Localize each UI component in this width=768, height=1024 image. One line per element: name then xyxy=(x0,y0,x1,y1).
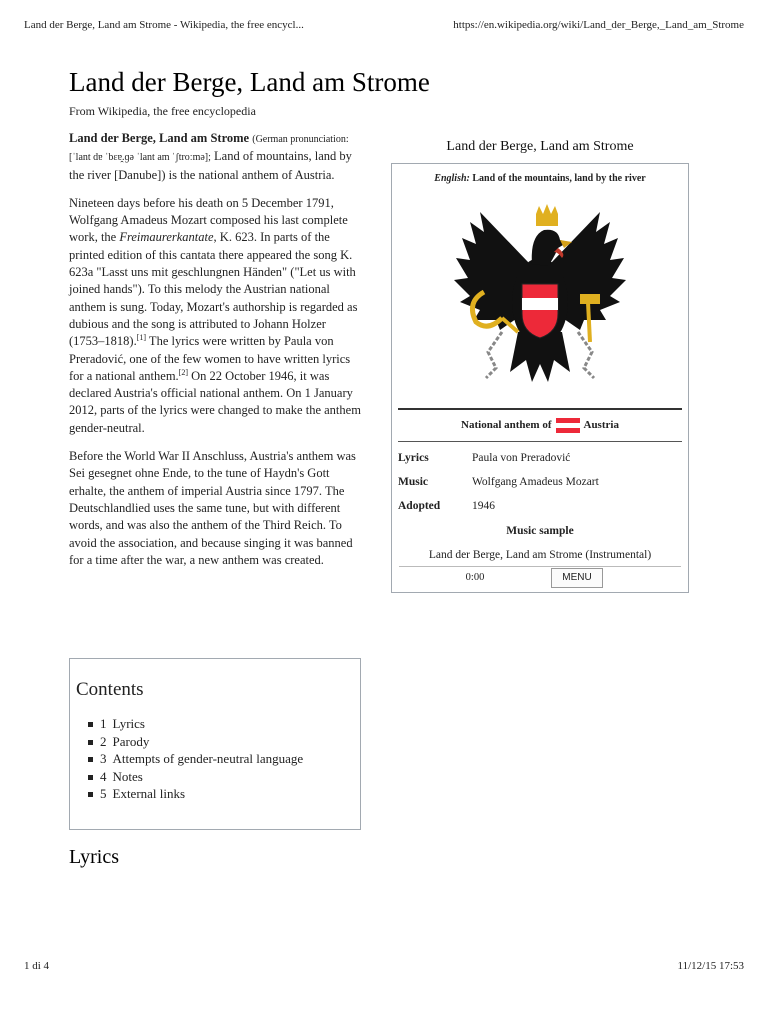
infobox-row-key: Music xyxy=(398,476,429,489)
print-datetime: 11/12/15 17:53 xyxy=(677,960,744,972)
history-text-c: The lyrics were written by Paula von Preradović, one of the few women to have written lyrics for a national anthem. xyxy=(69,334,351,383)
english-text: Land of the mountains, land by the river xyxy=(469,173,646,185)
anthem-label: National anthem of xyxy=(461,418,552,431)
page-subtitle: From Wikipedia, the free encyclopedia xyxy=(69,104,256,118)
page-tab-title: Land der Berge, Land am Strome - Wikipedia, the free encycl... xyxy=(24,19,304,31)
reference-1-link[interactable]: [1] xyxy=(136,333,147,343)
toc-title: Contents xyxy=(76,679,144,700)
toc-list xyxy=(76,715,354,803)
audio-time: 0:00 xyxy=(465,572,485,584)
infobox-english-translation xyxy=(398,170,682,187)
toc-item-label[interactable]: Attempts of gender-neutral language xyxy=(112,751,304,766)
anschluss-paragraph: Before the World War II Anschluss, Austria's anthem was Sei gesegnet ohne Ende, to the tune of Haydn's Gott erhalte, the anthem of imperial Austria since 1797. The Deutschlandlied uses the same tune, but with different words, and was also the anthem of the Third Reich. To avoid the association, and because singing it was banned for a time after the war, a new anthem was created. xyxy=(69,449,356,567)
infobox-caption: Land der Berge, Land am Strome xyxy=(446,139,634,154)
toc-item-label[interactable]: External links xyxy=(112,786,186,801)
infobox-row-key: Adopted xyxy=(398,500,441,513)
toc-item[interactable] xyxy=(100,785,354,803)
article-body xyxy=(69,130,689,599)
infobox xyxy=(391,138,689,593)
history-text-d: On 22 October 1946, it was declared Austria's official national anthem. On 1 January 2012, parts of the lyrics were changed to make the anthem gender-neutral. xyxy=(69,368,361,435)
infobox-row xyxy=(398,498,682,515)
toc-item-label[interactable]: Parody xyxy=(112,733,150,749)
audio-title[interactable]: Land der Berge, Land am Strome (Instrumental) xyxy=(428,549,652,562)
table-of-contents xyxy=(69,658,361,830)
section-heading-lyrics: Lyrics xyxy=(69,846,119,868)
toc-item-number: 3 xyxy=(100,751,107,766)
infobox-row xyxy=(398,450,682,467)
infobox-row xyxy=(398,474,682,491)
reference-2-link[interactable]: [2] xyxy=(178,367,189,377)
eagle-coat-of-arms-icon xyxy=(440,192,640,402)
page-number: 1 di 4 xyxy=(24,960,50,972)
toc-item[interactable] xyxy=(100,750,354,768)
history-text-a: Nineteen days before his death on 5 December 1791, Wolfgang Amadeus Mozart composed his last complete work, the xyxy=(69,195,348,245)
toc-item[interactable] xyxy=(100,733,354,751)
toc-item-number: 5 xyxy=(100,786,107,801)
toc-item[interactable] xyxy=(100,768,354,786)
infobox-row-value[interactable]: Wolfgang Amadeus Mozart xyxy=(472,476,599,489)
coat-of-arms-image[interactable] xyxy=(398,192,682,402)
anthem-country-link[interactable]: Austria xyxy=(583,418,619,431)
cantata-link[interactable]: Freimaurerkantate xyxy=(119,230,214,245)
infobox-frame xyxy=(391,163,689,593)
toc-item-label[interactable]: Notes xyxy=(112,768,143,784)
infobox-divider-thin xyxy=(398,441,682,442)
flag-stripe-bottom xyxy=(556,428,580,433)
intro-bold-title: Land der Berge, Land am Strome xyxy=(69,131,250,145)
infobox-row-value[interactable]: Paula von Preradović xyxy=(472,451,571,464)
toc-item[interactable] xyxy=(100,715,354,733)
infobox-row-value: 1946 xyxy=(472,500,495,513)
history-text-b: , K. 623. In parts of the printed edition of this cantata there appeared the song K. 623a "Lasst uns mit geschlungnen Händen" ("Let us with joined hands"). To this melody the Austrian national anthem is sung. Today, Mozart's authorship is regarded as dubious and the song is attributed to Johann Holzer (1753–1818). xyxy=(69,230,358,349)
intro-pronunciation[interactable]: (German pronunciation: [ˈlant dɐ ˈbɛɐ̯.ɡə ˈlant am ˈʃtroːmə]; xyxy=(69,134,349,164)
page-title: Land der Berge, Land am Strome xyxy=(69,67,430,97)
page-url[interactable]: https://en.wikipedia.org/wiki/Land_der_Berge,_Land_am_Strome xyxy=(453,19,744,31)
toc-item-number: 2 xyxy=(100,733,107,749)
infobox-row-key: Lyrics xyxy=(398,451,429,464)
audio-player xyxy=(399,566,681,588)
infobox-anthem-of xyxy=(398,410,682,441)
austria-flag-icon[interactable] xyxy=(556,418,580,433)
toc-item-number: 1 xyxy=(100,716,107,731)
intro-rest: Land of mountains, land by the river [Danube]) is the national anthem of Austria. xyxy=(69,149,352,182)
audio-menu-button[interactable]: MENU xyxy=(551,568,603,588)
english-label: English: xyxy=(434,173,470,185)
music-sample-heading: Music sample xyxy=(506,524,574,537)
toc-item-label[interactable]: Lyrics xyxy=(112,716,145,731)
toc-item-number: 4 xyxy=(100,768,107,784)
